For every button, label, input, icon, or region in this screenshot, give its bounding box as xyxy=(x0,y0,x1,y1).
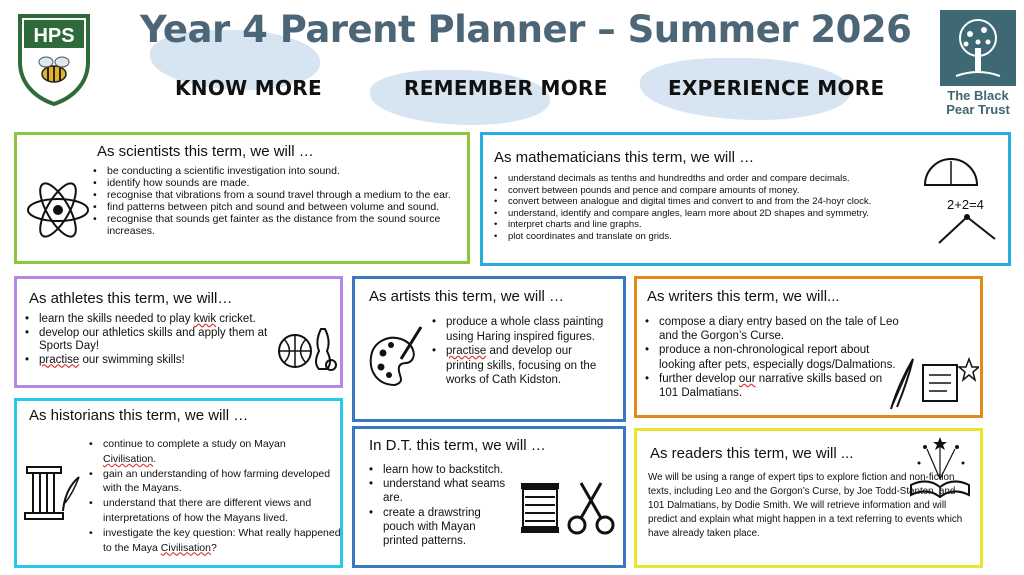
tree-icon xyxy=(940,10,1016,86)
list-item: • understand, identify and compare angles, learn more about 2D shapes and symmetry. xyxy=(494,208,914,220)
hps-school-logo xyxy=(16,12,92,106)
writers-panel xyxy=(634,276,983,418)
maths-panel xyxy=(480,132,1011,266)
historians-list xyxy=(89,437,341,555)
artists-list xyxy=(432,315,612,388)
list-item: • interpret charts and line graphs. xyxy=(494,219,914,231)
writers-list xyxy=(645,315,900,400)
science-list xyxy=(93,165,465,237)
motto-experience-more: EXPERIENCE MORE xyxy=(668,76,885,100)
list-item: • further develop our narrative skills based on 101 Dalmatians. xyxy=(645,372,900,400)
readers-paragraph: We will be using a range of expert tips to explore fiction and non-fiction texts, including Leo and the Gorgon’s Curse, by Joe Todd-Stanton, and 101 Dalmatians, by Dodie Smith. We will retrieve information and will predict and explain what might happen in a text referring to events which have already taken place. xyxy=(648,472,963,539)
list-item: • continue to complete a study on Mayan Civilisation. xyxy=(89,437,341,467)
list-item: • understand what seams are. xyxy=(369,477,507,505)
motto-know-more: KNOW MORE xyxy=(175,76,322,100)
science-heading: As scientists this term, we will … xyxy=(97,143,314,160)
list-item: • compose a diary entry based on the tale of Leo and the Gorgon’s Curse. xyxy=(645,315,900,343)
list-item: • find patterns between pitch and sound and between volume and sound. xyxy=(93,201,465,213)
list-item: • recognise that sounds get fainter as the distance from the sound source increases. xyxy=(93,213,465,237)
readers-heading: As readers this term, we will ... xyxy=(650,445,854,462)
list-item: • understand that there are different views and interpretations of how the Mayans lived. xyxy=(89,496,341,526)
artists-panel xyxy=(352,276,626,422)
list-item: • convert between pounds and pence and compare amounts of money. xyxy=(494,185,914,197)
artists-heading: As artists this term, we will … xyxy=(369,288,565,305)
writers-heading: As writers this term, we will... xyxy=(647,288,840,305)
quill-scroll-icon xyxy=(883,353,979,411)
list-item: • produce a non-chronological report about looking after pets, especially dogs/Dalmations. xyxy=(645,343,900,371)
thread-scissors-icon xyxy=(517,477,617,539)
dt-list xyxy=(369,463,507,548)
science-panel xyxy=(14,132,470,264)
trust-name xyxy=(940,89,1016,117)
list-item: • convert between analogue and digital times and convert to and from the 24-hoyr clock. xyxy=(494,196,914,208)
black-pear-trust-logo xyxy=(940,10,1016,118)
list-item: • understand decimals as tenths and hundredths and order and compare decimals. xyxy=(494,173,914,185)
column-quill-icon xyxy=(23,463,83,523)
list-item: • practise and develop our printing skills, focusing on the works of Cath Kidston. xyxy=(432,344,612,388)
list-item: • produce a whole class painting using Haring inspired figures. xyxy=(432,315,612,344)
paint-palette-icon xyxy=(367,323,425,389)
list-item: • be conducting a scientific investigation into sound. xyxy=(93,165,465,177)
svg-text:HPS: HPS xyxy=(33,25,75,47)
list-item: • learn the skills needed to play kwik cricket. xyxy=(25,313,269,327)
athletes-panel xyxy=(14,276,343,388)
dt-heading: In D.T. this term, we will … xyxy=(369,437,546,454)
geometry-tools-icon xyxy=(917,151,1001,247)
maths-list xyxy=(494,173,914,242)
list-item: • recognise that vibrations from a sound travel through a medium to the ear. xyxy=(93,189,465,201)
list-item: • plot coordinates and translate on grids. xyxy=(494,231,914,243)
historians-heading: As historians this term, we will … xyxy=(29,407,249,424)
athletes-heading: As athletes this term, we will… xyxy=(29,290,233,307)
maths-heading: As mathematicians this term, we will … xyxy=(494,149,755,166)
trust-name-line1: The Black xyxy=(947,88,1009,103)
page-title: Year 4 Parent Planner – Summer 2026 xyxy=(140,8,912,51)
list-item: • gain an understanding of how farming developed with the Mayans. xyxy=(89,467,341,497)
historians-panel xyxy=(14,398,343,568)
sports-balls-icon xyxy=(275,321,337,375)
list-item: • learn how to backstitch. xyxy=(369,463,507,477)
dt-panel xyxy=(352,426,626,568)
list-item: • develop our athletics skills and apply them at Sports Day! xyxy=(25,327,269,354)
atom-icon xyxy=(23,175,93,245)
svg-text:2+2=4: 2+2=4 xyxy=(947,197,984,212)
trust-name-line2: Pear Trust xyxy=(946,102,1010,117)
readers-panel xyxy=(634,428,983,568)
list-item: • identify how sounds are made. xyxy=(93,177,465,189)
list-item: • investigate the key question: What really happened to the Maya Civilisation? xyxy=(89,526,341,556)
athletes-list xyxy=(25,313,269,367)
list-item: • practise our swimming skills! xyxy=(25,354,269,368)
list-item: • create a drawstring pouch with Mayan printed patterns. xyxy=(369,506,507,549)
motto-remember-more: REMEMBER MORE xyxy=(404,76,608,100)
